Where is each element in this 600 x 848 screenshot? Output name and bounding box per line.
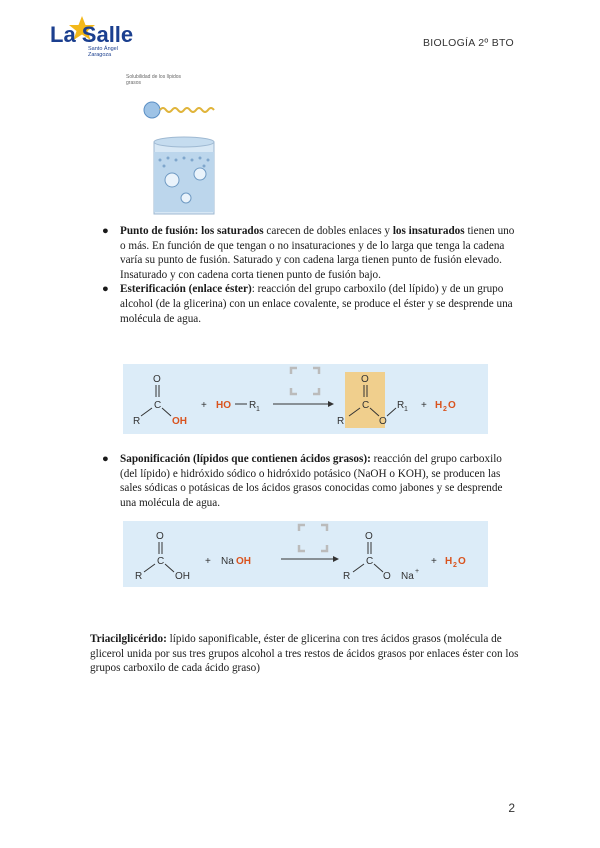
property-list — [90, 224, 520, 326]
logo-word: La Salle — [50, 22, 134, 47]
saponification-term: Saponificación (lípidos que contienen ácidos grasos): — [120, 453, 371, 465]
eq1-product-r1: R — [397, 400, 405, 411]
eq2-water-h: H — [445, 556, 453, 567]
saponification-list — [90, 452, 520, 510]
school-logo — [50, 14, 170, 58]
eq2-hydroxide: OH — [236, 556, 251, 567]
triacylglyceride-paragraph — [90, 632, 520, 676]
eq1-placeholder-icon — [291, 368, 319, 394]
eq1-water-h: H — [435, 400, 443, 411]
eq2-carbon: C — [157, 556, 165, 567]
triacylglyceride-text: lípido saponificable, éster de glicerina con tres ácidos grasos (molécula de glicerol unida por sus tres grupos alcohol a tres restos de ácidos grasos por enlaces éster con los grupos carboxilo de cada ácido graso) — [90, 633, 519, 675]
eq2-plus-1: + — [205, 556, 211, 567]
list-item-saponification — [90, 452, 520, 510]
eq1-plus-2: + — [421, 400, 427, 411]
lipid-solubility-figure — [120, 70, 250, 220]
eq1-r1-subscript: 1 — [256, 406, 260, 413]
logo-subtitle-2: Zaragoza — [88, 52, 112, 58]
melting-point-text-1: carecen de dobles enlaces y — [263, 225, 393, 237]
eq2-carboxylate-oxygen: O — [383, 571, 391, 582]
logo-subtitle-1: Santo Ángel — [88, 46, 118, 52]
eq2-product-carbon: C — [366, 556, 374, 567]
page-number: 2 — [508, 801, 515, 815]
figure-caption-2: grasos — [126, 80, 142, 86]
eq1-hydroxyl: OH — [172, 416, 187, 427]
eq2-product-oxygen: O — [365, 531, 373, 542]
eq2-sodium: Na — [221, 556, 234, 567]
eq2-sodium-ion: Na — [401, 571, 414, 582]
eq1-product-r1-subscript: 1 — [404, 406, 408, 413]
eq2-water-o: O — [458, 556, 466, 567]
eq2-placeholder-icon — [299, 525, 327, 551]
eq2-charge: + — [415, 568, 420, 575]
eq2-hydroxyl: OH — [175, 571, 190, 582]
bullet-dot: ● — [102, 283, 109, 296]
eq1-water-o: O — [448, 400, 456, 411]
esterification-text: : reacción del grupo carboxilo (del lípido) y de un grupo alcohol (de la glicerina) con un enlace covalente, se produce el éster y se desprende una molécula de agua. — [120, 283, 513, 325]
saponification-text: reacción del grupo carboxilo (del lípido) e hidróxido sódico o hidróxido potásico (NaOH o KOH), se producen las sales sódicas o potásicas de los ácidos grasos conocidas como jabones y se desprende una molécula de agua. — [120, 453, 503, 509]
eq1-ester-oxygen: O — [379, 416, 387, 427]
figure-caption-1: Solubilidad de los lípidos — [126, 74, 182, 80]
triacylglyceride-term: Triacilglicérido: — [90, 633, 167, 645]
eq1-r-group: R — [133, 416, 141, 427]
eq1-carbon: C — [154, 400, 162, 411]
bullet-dot: ● — [102, 453, 109, 465]
eq1-plus-1: + — [201, 400, 207, 411]
esterification-equation — [123, 364, 488, 434]
list-item-esterification — [90, 282, 520, 326]
bullet-dot: ● — [102, 225, 109, 237]
eq1-water-subscript: 2 — [443, 406, 447, 413]
eq2-r-group: R — [135, 571, 143, 582]
melting-point-text-2: tienen uno o más. En función de que tengan o no insaturaciones y de lo larga que tenga la cadena varía su punto de fusión. Saturado y con cadena larga tienen punto de fusión elevado. Insaturado y con cadena corta tienen punto de fusión bajo. — [120, 225, 515, 281]
eq2-product-r: R — [343, 571, 351, 582]
page-header-title: BIOLOGÍA 2º BTO — [422, 37, 514, 49]
eq1-product-oxygen: O — [361, 374, 369, 385]
unsaturated-term: los insaturados — [392, 225, 465, 237]
list-item-melting-point — [90, 224, 520, 282]
eq2-oxygen: O — [156, 531, 164, 542]
esterification-term: Esterificación (enlace éster) — [120, 283, 252, 296]
eq1-r1: R — [249, 400, 257, 411]
saponification-equation — [123, 521, 488, 587]
eq2-water-subscript: 2 — [453, 562, 457, 569]
melting-point-term: Punto de fusión: los saturados — [120, 225, 264, 237]
eq1-alcohol-ho: HO — [216, 400, 231, 411]
eq1-oxygen: O — [153, 374, 161, 385]
eq1-product-r: R — [337, 416, 345, 427]
eq2-plus-2: + — [431, 556, 437, 567]
eq1-product-carbon: C — [362, 400, 370, 411]
